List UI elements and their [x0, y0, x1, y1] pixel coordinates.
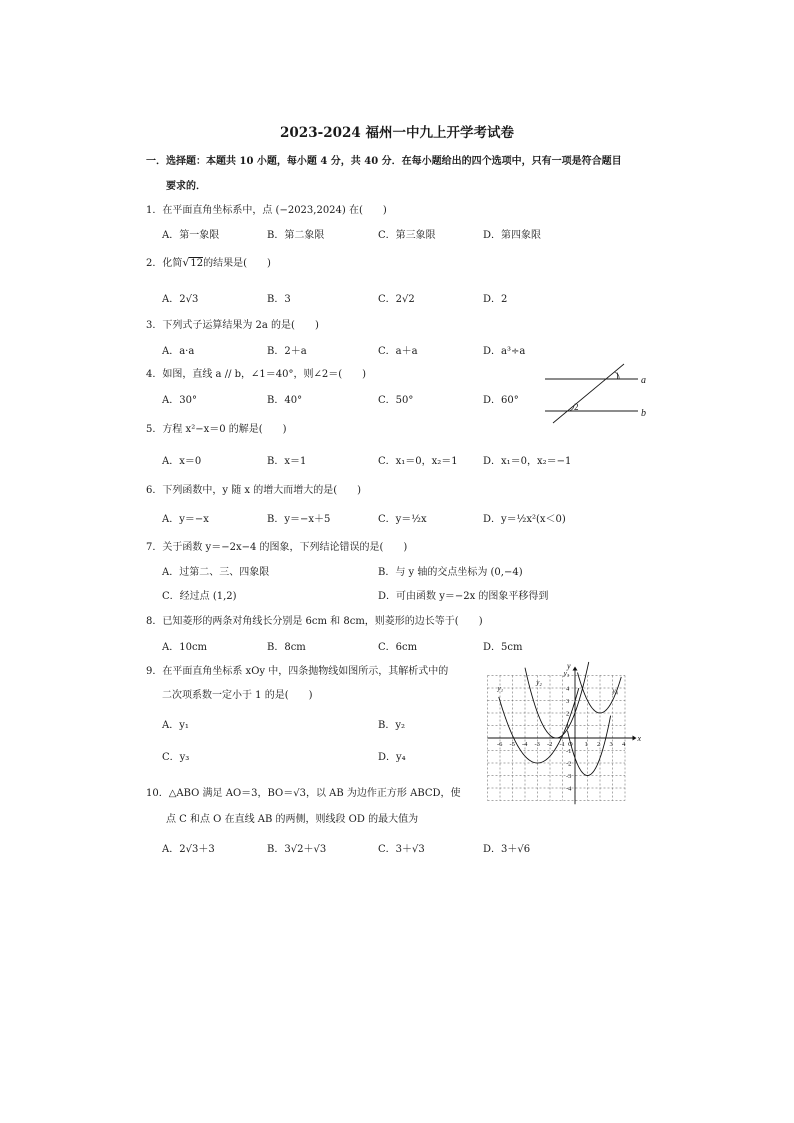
- option-d: D．第四象限: [483, 230, 542, 241]
- angle-2-label: 2: [574, 402, 579, 412]
- question-stem: 化简: [162, 258, 183, 269]
- option-a: A．30°: [162, 395, 197, 406]
- option-d: D．60°: [483, 395, 519, 406]
- option-b: B．8cm: [267, 642, 306, 653]
- option-c: C．6cm: [378, 642, 418, 653]
- option-b: B．y＝−x＋5: [267, 514, 331, 525]
- option-d: D．a³÷a: [483, 346, 526, 357]
- option-a: A．x＝0: [162, 456, 202, 467]
- option-c: C．经过点 (1,2): [162, 591, 237, 602]
- option-c: C．2√2: [378, 294, 415, 305]
- question-number: 8．: [146, 616, 163, 627]
- question-number: 4．: [146, 369, 163, 380]
- option-b: B．x＝1: [267, 456, 307, 467]
- x-tick-label: O: [568, 741, 573, 748]
- question-number: 9．: [146, 666, 163, 677]
- angle-1-label: 1: [615, 371, 620, 381]
- option-a: A．y₁: [162, 720, 189, 731]
- option-c: C．3＋√3: [378, 844, 425, 855]
- option-b: B．第二象限: [267, 230, 325, 241]
- curve-label-y1: y₁: [497, 684, 504, 693]
- y-tick-label: 2: [566, 710, 570, 718]
- question-1: [146, 201, 387, 216]
- y-tick-label: 3: [566, 698, 570, 705]
- question-number: 3．: [146, 320, 163, 331]
- option-b: B．y₂: [378, 720, 406, 731]
- y-tick-label: -2: [566, 760, 572, 768]
- question-10: [146, 784, 461, 799]
- option-b: B．2＋a: [267, 346, 307, 357]
- x-tick-label: -4: [522, 741, 528, 748]
- question-8: [146, 612, 483, 627]
- option-a: A．过第二、三、四象限: [162, 567, 270, 578]
- question-number: 5．: [146, 424, 163, 435]
- curve-label-y2: y₂: [536, 678, 542, 687]
- question-9-cont: 二次项系数一定小于 1 的是( ): [162, 690, 313, 701]
- question-stem: 下列式子运算结果为 2a 的是( ): [162, 320, 319, 331]
- option-b: B．40°: [267, 395, 303, 406]
- option-c: C．50°: [378, 395, 414, 406]
- option-d: D．可由函数 y＝−2x 的图象平移得到: [378, 591, 549, 602]
- x-tick-label: -2: [547, 741, 553, 748]
- x-tick-label: -5: [509, 741, 515, 748]
- option-a: A．第一象限: [162, 230, 220, 241]
- question-stem: 如图，直线 a // b，∠1＝40°，则∠2＝( ): [162, 369, 367, 380]
- radicand: 12: [190, 258, 204, 269]
- parabola-y3: [525, 662, 589, 738]
- x-tick-label: -3: [534, 741, 540, 748]
- option-c: C．x₁＝0，x₂＝1: [378, 456, 458, 467]
- question-10-cont: 点 C 和点 O 在直线 AB 的两侧，则线段 OD 的最大值为: [166, 814, 419, 825]
- option-c: C．y₃: [162, 752, 190, 763]
- question-7: [146, 538, 407, 553]
- option-d: D．x₁＝0，x₂＝−1: [483, 456, 572, 467]
- x-axis-arrow: [633, 736, 637, 741]
- option-c: C．第三象限: [378, 230, 436, 241]
- question-number: 7．: [146, 542, 163, 553]
- question-stem: 方程 x²−x＝0 的解是( ): [162, 424, 287, 435]
- question-9: [146, 662, 448, 677]
- x-tick-label: 4: [622, 741, 626, 748]
- page-title: 2023-2024 福州一中九上开学考试卷: [280, 125, 514, 141]
- x-tick-label: 2: [597, 741, 601, 748]
- x-axis-label: x: [637, 734, 642, 743]
- x-tick-label: 1: [584, 741, 588, 748]
- question-stem: 下列函数中，y 随 x 的增大而增大的是( ): [162, 485, 362, 496]
- line-b-label: b: [641, 408, 646, 419]
- option-a: A．a·a: [162, 346, 195, 357]
- option-a: A．y＝−x: [162, 514, 209, 525]
- option-b: B．3: [267, 294, 291, 305]
- parallel-lines-figure: [540, 360, 660, 426]
- question-4: [146, 365, 366, 380]
- line-a-label: a: [641, 375, 646, 386]
- section-heading-cont: 要求的．: [166, 181, 206, 192]
- question-6: [146, 481, 361, 496]
- option-d: D．3＋√6: [483, 844, 531, 855]
- question-stem: 已知菱形的两条对角线长分别是 6cm 和 8cm，则菱形的边长等于( ): [162, 616, 483, 627]
- question-5: [146, 420, 287, 435]
- y-tick-label: -4: [566, 785, 572, 793]
- option-c: C．a＋a: [378, 346, 418, 357]
- parabola-y4: [568, 716, 611, 776]
- question-2: 2．化简√12的结果是( ): [146, 256, 271, 269]
- option-d: D．y＝½x²(x＜0): [483, 514, 566, 525]
- option-b: B．3√2＋√3: [267, 844, 327, 855]
- y-tick-label: -1: [566, 748, 572, 755]
- option-c: C．y＝½x: [378, 514, 427, 525]
- y-axis-arrow: [573, 667, 578, 671]
- question-number: 10．: [146, 788, 169, 799]
- curve-label-y4: y₄: [612, 687, 619, 695]
- question-number: 6．: [146, 485, 163, 496]
- question-3: [146, 316, 319, 331]
- question-stem: 在平面直角坐标系 xOy 中，四条抛物线如图所示，其解析式中的: [162, 666, 449, 677]
- y-tick-label: -3: [566, 773, 572, 780]
- question-number: 2．: [146, 258, 163, 269]
- question-stem-end: 的结果是( ): [203, 258, 271, 269]
- option-b: B．与 y 轴的交点坐标为 (0,−4): [378, 567, 523, 578]
- curve-label-y3: y₃: [563, 669, 570, 678]
- question-stem: 在平面直角坐标系中，点 (−2023,2024) 在( ): [162, 205, 387, 216]
- option-a: A．10cm: [162, 642, 208, 653]
- question-number: 1．: [146, 205, 163, 216]
- x-tick-label: -6: [497, 741, 503, 748]
- parabola-graph: [480, 648, 650, 806]
- option-d: D．5cm: [483, 642, 523, 653]
- option-a: A．2√3＋3: [162, 844, 215, 855]
- section-heading: 一．选择题：本题共 10 小题，每小题 4 分，共 40 分．在每小题给出的四个选项中，只有一项是符合题目: [146, 156, 622, 167]
- option-d: D．y₄: [378, 752, 406, 763]
- y-tick-label: 1: [566, 723, 570, 730]
- question-stem: △ABO 满足 AO＝3，BO＝√3，以 AB 为边作正方形 ABCD，使: [168, 788, 461, 799]
- option-a: A．2√3: [162, 294, 199, 305]
- question-stem: 关于函数 y＝−2x−4 的图象，下列结论错误的是( ): [162, 542, 408, 553]
- x-tick-label: -1: [559, 741, 565, 748]
- y-tick-label: 4: [566, 685, 570, 693]
- y-axis-label: y: [567, 661, 571, 671]
- option-d: D．2: [483, 294, 508, 305]
- x-tick-label: 3: [609, 741, 613, 748]
